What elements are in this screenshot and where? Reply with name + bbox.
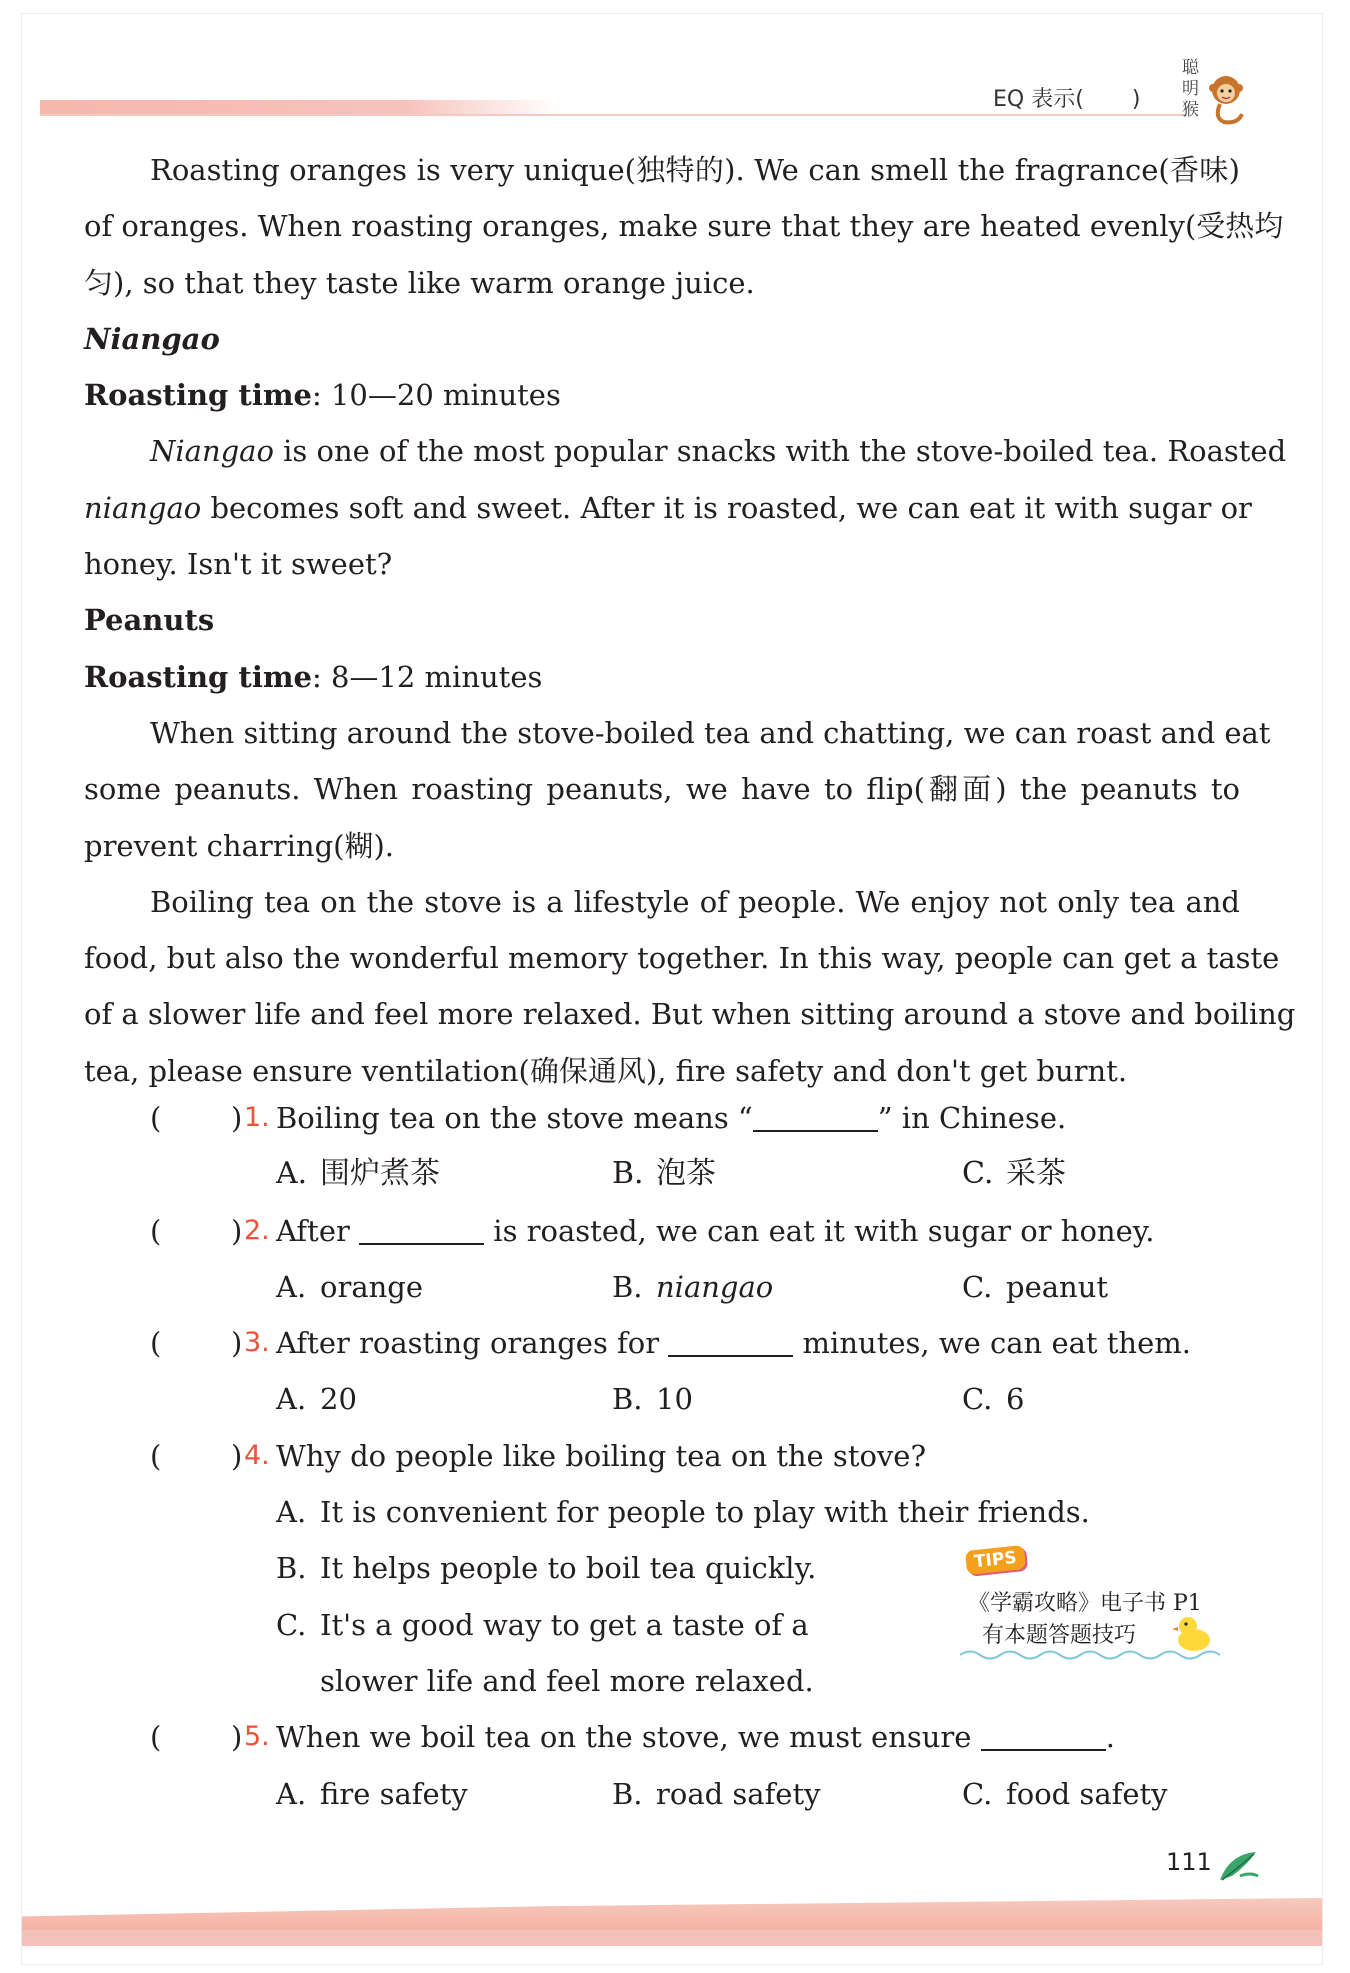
option-label: C. (962, 1382, 993, 1417)
question-text-post: . (1105, 1720, 1115, 1755)
question-5 (84, 1709, 1244, 1765)
roasting-time-value: : 10—20 minutes (311, 378, 561, 413)
option-text: road safety (656, 1776, 821, 1811)
answer-box-1[interactable] (168, 1098, 228, 1138)
answer-box-2[interactable] (168, 1211, 228, 1251)
footer-band-base (22, 1930, 1322, 1946)
eq-text: EQ (993, 87, 1025, 112)
option-b[interactable] (612, 1259, 773, 1315)
p4-line3: of a slower life and feel more relaxed. But when sitting around a stove and boiling (84, 997, 1296, 1032)
question-number: 1. (244, 1102, 270, 1133)
p1-line1: Roasting oranges is very unique(独特的). We can smell the fragrance(香味) (150, 153, 1240, 187)
option-c[interactable] (962, 1766, 1168, 1822)
option-c[interactable] (276, 1597, 809, 1653)
question-text-pre: After roasting oranges for (276, 1326, 669, 1361)
question-2 (84, 1203, 1244, 1259)
p3-line3: prevent charring(糊). (84, 828, 394, 863)
answer-paren-close: ) (231, 1438, 243, 1473)
option-text: niangao (656, 1269, 774, 1304)
p2-line2 (84, 480, 1252, 536)
option-text: 10 (656, 1382, 693, 1417)
option-text: food safety (1006, 1776, 1168, 1811)
option-label: C. (962, 1156, 994, 1192)
answer-paren-open: ( (150, 1101, 162, 1135)
p2-line1-text: is one of the most popular snacks with the stove-boiled tea. Roasted (273, 434, 1287, 469)
question-text (276, 1709, 1115, 1765)
answer-paren-close: ) (231, 1326, 243, 1361)
option-text: It's a good way to get a taste of a (320, 1607, 809, 1642)
answer-paren-open: ( (150, 1326, 162, 1361)
question-4 (84, 1428, 1244, 1484)
option-label: C. (962, 1269, 993, 1304)
question-text-pre: When we boil tea on the stove, we must ensure (276, 1720, 981, 1755)
reading-passage (84, 142, 1296, 1099)
tips-line-2: 有本题答题技巧 (982, 1623, 1137, 1648)
option-a[interactable] (276, 1484, 1090, 1540)
option-text: orange (320, 1269, 424, 1304)
option-label: B. (612, 1382, 643, 1417)
option-b[interactable] (276, 1540, 816, 1596)
tips-badge: TIPS (965, 1545, 1026, 1575)
p2-italic-word: niangao (84, 490, 202, 525)
option-c[interactable] (962, 1371, 1024, 1427)
answer-paren-open: ( (150, 1720, 162, 1755)
roasting-time-value: : 8—12 minutes (311, 659, 543, 694)
option-text: 围炉煮茶 (320, 1156, 440, 1192)
question-text (276, 1315, 1191, 1371)
roasting-time-label: Roasting time (84, 659, 312, 694)
option-text: fire safety (320, 1776, 468, 1811)
option-label: C. (962, 1776, 993, 1811)
option-label: B. (612, 1156, 644, 1192)
question-text-post: ” in Chinese. (877, 1101, 1067, 1135)
p4-line2: food, but also the wonderful memory together. In this way, people can get a taste (84, 941, 1280, 976)
option-c[interactable] (962, 1146, 1066, 1202)
header-band (40, 100, 560, 114)
answer-paren-close: ) (231, 1720, 243, 1755)
p3-line1: When sitting around the stove-boiled tea and chatting, we can roast and eat (150, 715, 1271, 750)
option-text: 泡茶 (656, 1156, 716, 1192)
question-1-options (84, 1146, 1244, 1202)
wave-divider (960, 1648, 1220, 1662)
question-text-pre: Boiling tea on the stove means “ (276, 1101, 753, 1135)
question-text-post: is roasted, we can eat it with sugar or honey. (484, 1213, 1155, 1248)
heading-peanuts: Peanuts (84, 603, 215, 638)
option-text: peanut (1006, 1269, 1109, 1304)
leaf-icon (1216, 1846, 1262, 1886)
option-b[interactable] (612, 1766, 821, 1822)
answer-blank[interactable] (981, 1719, 1106, 1751)
header-rule (40, 114, 1185, 116)
p1-line3: 匀), so that they taste like warm orange juice. (84, 265, 755, 300)
option-a[interactable] (276, 1259, 423, 1315)
question-number: 5. (244, 1721, 270, 1753)
answer-paren-close: ) (231, 1213, 243, 1248)
option-label: C. (276, 1607, 307, 1642)
heading-niangao: Niangao (84, 321, 220, 356)
roasting-time-label: Roasting time (84, 378, 312, 413)
question-number: 3. (244, 1327, 270, 1359)
option-c[interactable] (962, 1259, 1108, 1315)
question-5-options (84, 1766, 1244, 1822)
answer-box-5[interactable] (168, 1717, 228, 1757)
answer-box-3[interactable] (168, 1323, 228, 1363)
option-text: It helps people to boil tea quickly. (320, 1551, 817, 1586)
question-list (84, 1090, 1244, 1822)
option-label: B. (276, 1551, 307, 1586)
option-text: 20 (320, 1382, 357, 1417)
question-number: 4. (244, 1439, 270, 1471)
option-a[interactable] (276, 1146, 440, 1202)
p2-line2-text: becomes soft and sweet. After it is roasted, we can eat it with sugar or (201, 490, 1252, 525)
p4-line4: tea, please ensure ventilation(确保通风), fire safety and don't get burnt. (84, 1053, 1128, 1088)
option-label: B. (612, 1269, 643, 1304)
option-b[interactable] (612, 1146, 716, 1202)
question-text (276, 1090, 1066, 1146)
answer-blank[interactable] (359, 1213, 484, 1245)
option-label: B. (612, 1776, 643, 1811)
mascot-label-text: 聪明猴 (1182, 58, 1199, 120)
question-number: 2. (244, 1214, 270, 1246)
p2-line3: honey. Isn't it sweet? (84, 547, 393, 582)
option-a[interactable] (276, 1371, 357, 1427)
page-number: 111 (1166, 1848, 1212, 1876)
answer-paren-open: ( (150, 1213, 162, 1248)
option-text: 采茶 (1006, 1156, 1066, 1192)
p1-line2: of oranges. When roasting oranges, make sure that they are heated evenly(受热均 (84, 209, 1284, 244)
tips-callout (958, 1548, 1228, 1668)
question-text: Why do people like boiling tea on the stove? (276, 1438, 927, 1473)
option-label: A. (276, 1269, 307, 1304)
question-text (276, 1203, 1155, 1259)
option-a[interactable] (276, 1766, 468, 1822)
p3-line2: some peanuts. When roasting peanuts, we have to flip(翻面) the peanuts to (84, 772, 1240, 807)
roasting-time-niangao (84, 367, 1240, 423)
option-text: It is convenient for people to play with their friends. (320, 1495, 1090, 1530)
question-4-option-a (84, 1484, 1244, 1540)
question-text-pre: After (276, 1213, 360, 1248)
question-1 (84, 1090, 1244, 1146)
p2-italic-word: Niangao (150, 434, 274, 469)
option-label: A. (276, 1382, 307, 1417)
question-3-options (84, 1371, 1244, 1427)
roasting-time-peanuts (84, 649, 1240, 705)
option-label: A. (276, 1495, 307, 1530)
eq-cn-text: 表示( (1031, 87, 1084, 112)
answer-box-4[interactable] (168, 1436, 228, 1476)
answer-blank[interactable] (668, 1325, 793, 1357)
option-text: 6 (1006, 1382, 1025, 1417)
p4-line1: Boiling tea on the stove is a lifestyle of people. We enjoy not only tea and (150, 884, 1240, 919)
answer-blank[interactable] (753, 1100, 878, 1132)
mascot-label (1182, 58, 1204, 121)
eq-close: ) (1131, 87, 1141, 112)
option-label: A. (276, 1776, 307, 1811)
option-b[interactable] (612, 1371, 693, 1427)
option-label: A. (276, 1156, 308, 1192)
question-3 (84, 1315, 1244, 1371)
option-c-continued: slower life and feel more relaxed. (320, 1663, 814, 1698)
answer-paren-close: ) (231, 1101, 243, 1135)
eq-label (993, 82, 1140, 113)
question-text-post: minutes, we can eat them. (793, 1326, 1191, 1361)
tips-line-1: 《学霸攻略》电子书 P1 (968, 1591, 1202, 1616)
p2-line1 (84, 423, 1287, 479)
question-2-options (84, 1259, 1244, 1315)
answer-paren-open: ( (150, 1438, 162, 1473)
